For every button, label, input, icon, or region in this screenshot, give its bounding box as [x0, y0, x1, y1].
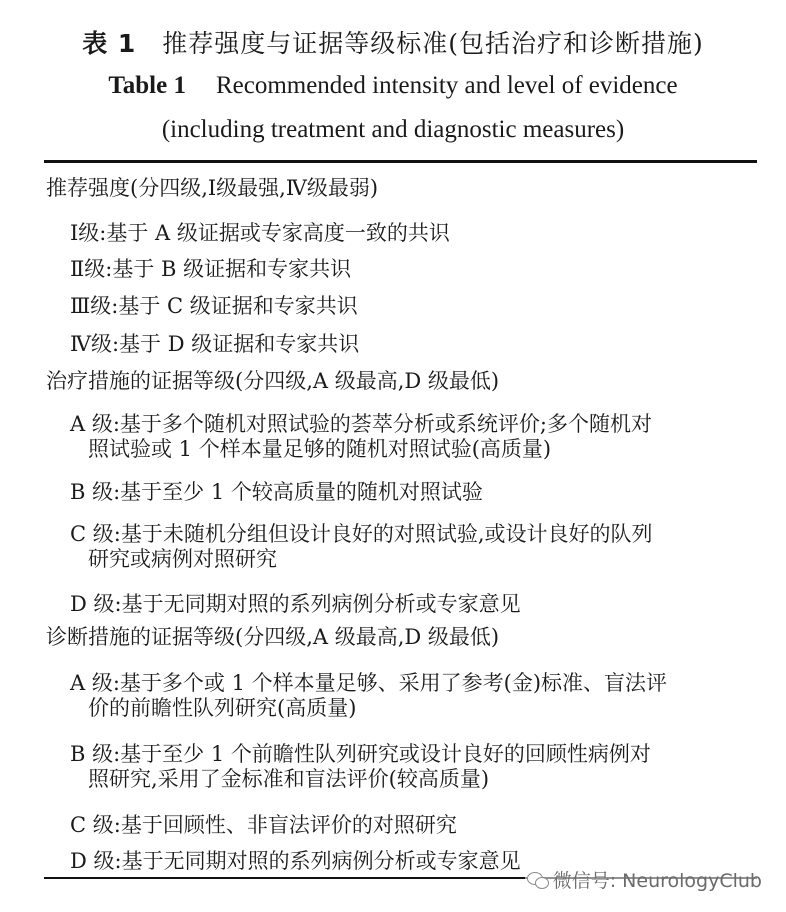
strength-item-1: Ⅰ级:基于 A 级证据或专家高度一致的共识	[70, 221, 450, 245]
treatment-level-b: B 级:基于至少 1 个较高质量的随机对照试验	[70, 480, 483, 504]
table-label-english: Table 1	[108, 72, 186, 99]
wechat-icon	[527, 871, 549, 889]
treatment-level-a-line2: 照试验或 1 个样本量足够的随机对照试验(高质量)	[88, 437, 552, 461]
table-title-english-text: Recommended intensity and level of evidence	[215, 72, 678, 99]
table-title-chinese	[0, 24, 786, 60]
table-title-english	[0, 72, 786, 100]
section-heading-treatment: 治疗措施的证据等级(分四级,A 级最高,D 级最低)	[46, 369, 500, 393]
treatment-level-c-line1: C 级:基于未随机分组但设计良好的对照试验,或设计良好的队列	[70, 522, 653, 546]
treatment-level-d: D 级:基于无同期对照的系列病例分析或专家意见	[70, 592, 521, 616]
diagnosis-level-d: D 级:基于无同期对照的系列病例分析或专家意见	[70, 849, 521, 873]
diagnosis-level-b-line1: B 级:基于至少 1 个前瞻性队列研究或设计良好的回顾性病例对	[70, 742, 651, 766]
table-top-rule	[44, 160, 757, 163]
treatment-level-a-line1: A 级:基于多个随机对照试验的荟萃分析或系统评价;多个随机对	[70, 412, 652, 436]
strength-item-4: Ⅳ级:基于 D 级证据和专家共识	[70, 332, 360, 356]
strength-item-3: Ⅲ级:基于 C 级证据和专家共识	[70, 294, 358, 318]
wechat-watermark	[525, 866, 764, 893]
strength-item-2: Ⅱ级:基于 B 级证据和专家共识	[70, 257, 352, 281]
diagnosis-level-a-line1: A 级:基于多个或 1 个样本量足够、采用了参考(金)标准、盲法评	[70, 671, 668, 695]
table-label-chinese: 表 1	[82, 29, 137, 58]
diagnosis-level-a-line2: 价的前瞻性队列研究(高质量)	[88, 696, 357, 720]
diagnosis-level-c: C 级:基于回顾性、非盲法评价的对照研究	[70, 813, 457, 837]
treatment-level-c-line2: 研究或病例对照研究	[88, 547, 277, 571]
diagnosis-level-b-line2: 照研究,采用了金标准和盲法评价(较高质量)	[88, 767, 490, 791]
watermark-text: 微信号: NeurologyClub	[552, 870, 762, 892]
section-heading-diagnosis: 诊断措施的证据等级(分四级,A 级最高,D 级最低)	[46, 625, 500, 649]
table-title-english-line2: (including treatment and diagnostic measures)	[161, 116, 625, 143]
section-heading-strength: 推荐强度(分四级,Ⅰ级最强,Ⅳ级最弱)	[46, 176, 379, 200]
table-title-chinese-text: 推荐强度与证据等级标准(包括治疗和诊断措施)	[162, 29, 704, 58]
